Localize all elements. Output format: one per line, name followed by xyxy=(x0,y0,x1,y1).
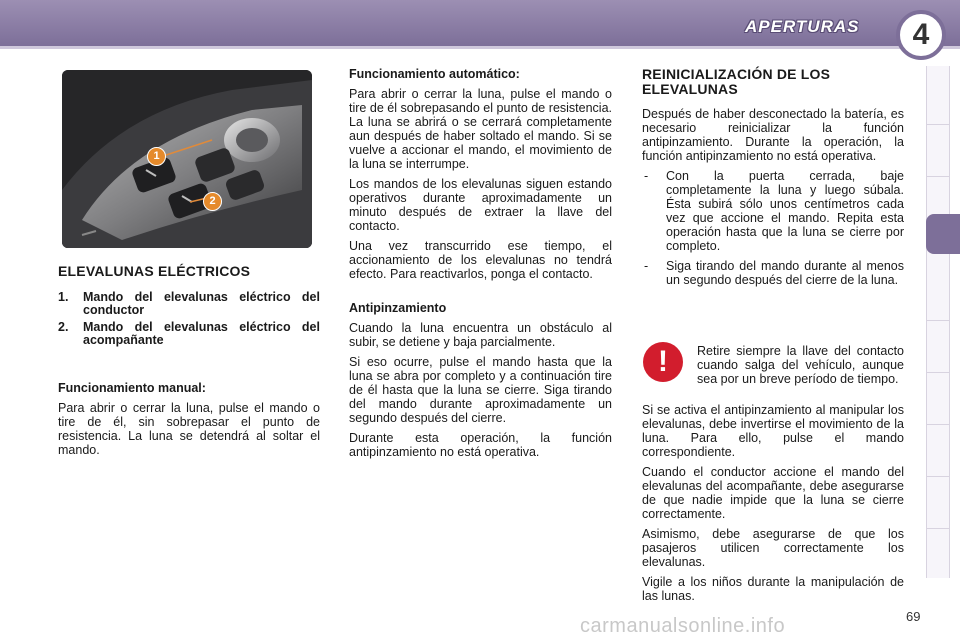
list-item: - Siga tirando del mando durante al menos un segundo después del cierre de la luna. xyxy=(644,259,904,287)
warning-icon: ! xyxy=(643,342,683,382)
list-item: 1. Mando del elevalunas eléctrico del conductor xyxy=(58,290,320,317)
manual-operation xyxy=(58,381,320,463)
anti-pinch-paragraph: Durante esta operación, la función antipinzamiento no está operativa. xyxy=(349,431,612,459)
safety-paragraph: Vigile a los niños durante la manipulación de las lunas. xyxy=(642,575,904,603)
reinit-intro: Después de haber desconectado la batería, es necesario reinicializar la función antipinzamiento. Durante la operación, la función antipinzamiento no está operativa. xyxy=(642,107,904,163)
auto-heading: Funcionamiento automático: xyxy=(349,67,520,81)
auto-paragraph: Para abrir o cerrar la luna, pulse el mando o tire de él sobrepasando el punto de resistencia. La luna se abrirá o se cerrará completamente aun después de haber soltado el mando. Si se vuelve a accionar el mando, el movimiento de la luna se interrumpe. xyxy=(349,87,612,171)
auto-paragraph: Una vez transcurrido ese tiempo, el accionamiento de los elevalunas no tendrá efecto. Para reactivarlos, ponga el contacto. xyxy=(349,239,612,281)
tab-divider xyxy=(927,124,949,125)
callout-2: 2 xyxy=(203,192,222,211)
list-item: 2. Mando del elevalunas eléctrico del acompañante xyxy=(58,320,320,347)
chapter-tab-active xyxy=(926,214,960,254)
tab-divider xyxy=(927,424,949,425)
component-list xyxy=(58,291,320,347)
safety-paragraph: Asimismo, debe asegurarse de que los pasajeros utilicen correctamente los elevalunas. xyxy=(642,527,904,569)
tab-divider xyxy=(927,176,949,177)
anti-pinch-paragraph: Cuando la luna encuentra un obstáculo al subir, se detiene y baja parcialmente. xyxy=(349,321,612,349)
window-switch-photo xyxy=(62,70,312,248)
tab-divider xyxy=(927,528,949,529)
chapter-badge: 4 xyxy=(896,10,946,60)
list-item: - Con la puerta cerrada, baje completamente la luna y luego súbala. Ésta subirá sólo unos centímetros cada vez que accione el mando. Repita esta operación hasta que la luna se cierre por completo. xyxy=(644,169,904,253)
watermark: carmanualsonline.info xyxy=(580,615,786,637)
tab-divider xyxy=(927,320,949,321)
left-column xyxy=(58,264,320,351)
chapter-tab-strip xyxy=(926,66,950,578)
safety-paragraph: Cuando el conductor accione el mando del elevalunas del acompañante, debe asegurarse de que nadie impide que la luna se cierre correctamente. xyxy=(642,465,904,521)
tab-divider xyxy=(927,476,949,477)
page-number: 69 xyxy=(906,609,921,624)
warning-text: Retire siempre la llave del contacto cuando salga del vehículo, aunque sea por un breve período de tiempo. xyxy=(697,344,904,386)
section-heading-power-windows: ELEVALUNAS ELÉCTRICOS xyxy=(58,263,251,279)
section-heading-reinit: REINICIALIZACIÓN DE LOS ELEVALUNAS xyxy=(642,66,831,97)
anti-pinch-paragraph: Si eso ocurre, pulse el mando hasta que la luna se abra por completo y a continuación tire de él hasta que la luna se cierre. Siga tirando del mando durante aproximadamente un segundo después del cierre. xyxy=(349,355,612,425)
manual-text: Para abrir o cerrar la luna, pulse el mando o tire de él, sin sobrepasar el punto de resistencia. La luna se detendrá al soltar el mando. xyxy=(58,401,320,457)
anti-pinch-heading: Antipinzamiento xyxy=(349,301,447,315)
header-divider xyxy=(0,46,960,49)
reinit-steps xyxy=(642,169,904,287)
tab-divider xyxy=(927,372,949,373)
section-title: APERTURAS xyxy=(745,17,860,36)
safety-notes xyxy=(642,403,904,609)
auto-paragraph: Los mandos de los elevalunas siguen estando operativos durante aproximadamente un minuto después de extraer la llave del contacto. xyxy=(349,177,612,233)
callout-1: 1 xyxy=(147,147,166,166)
warning-note xyxy=(697,344,904,392)
safety-paragraph: Si se activa el antipinzamiento al manipular los elevalunas, debe invertirse el movimiento de la luna. Para ello, pulse el mando correspondiente. xyxy=(642,403,904,459)
middle-column xyxy=(349,67,612,465)
right-column xyxy=(642,67,904,293)
manual-heading: Funcionamiento manual: xyxy=(58,381,206,395)
